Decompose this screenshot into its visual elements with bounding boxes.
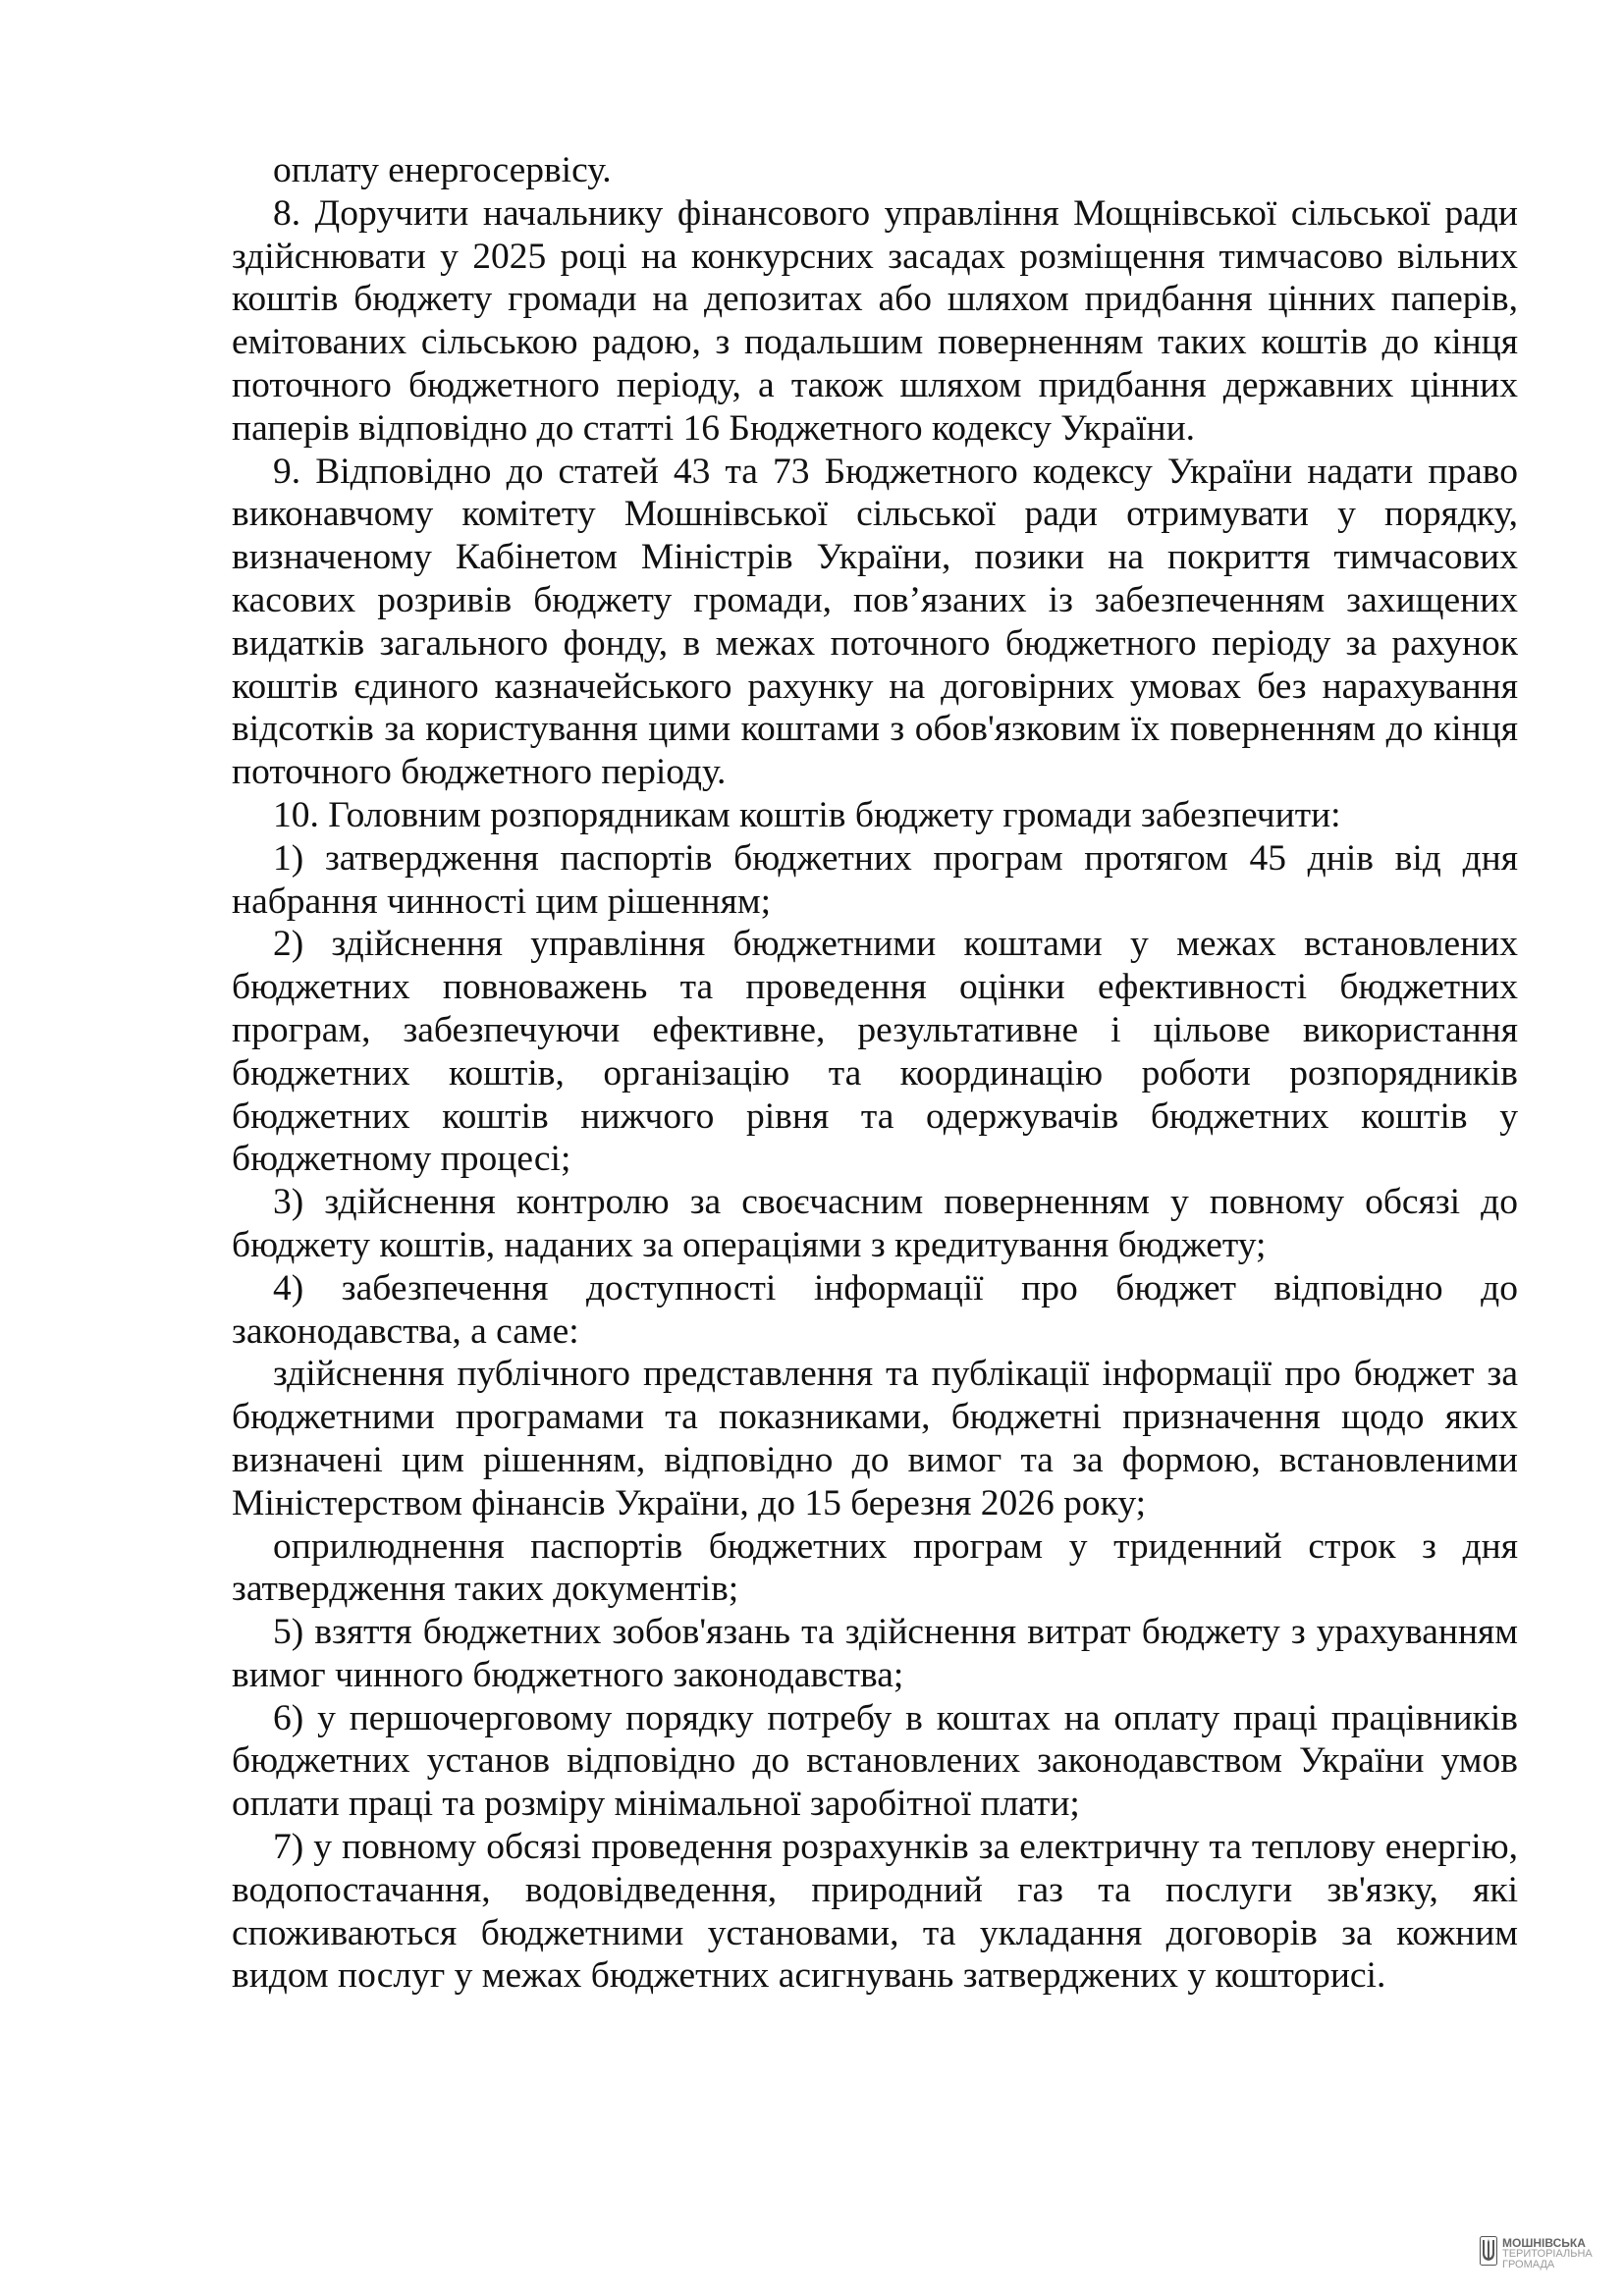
community-logo — [1480, 2236, 1593, 2269]
subitem-2: 2) здійснення управління бюджетними коштами у межах встановлених бюджетних повноважень та проведення оцінки ефективності бюджетних програм, забезпечуючи ефективне, результативне і цільове використання бюджетних коштів, організацію та координацію роботи розпорядників бюджетних коштів нижчого рівня та одержувачів бюджетних коштів у бюджетному процесі; — [232, 924, 1518, 1180]
subitem-5: 5) взяття бюджетних зобов'язань та здійснення витрат бюджету з урахуванням вимог чинного бюджетного законодавства; — [232, 1612, 1518, 1695]
subitem-7: 7) у повному обсязі проведення розрахунків за електричну та теплову енергію, водопостачання, водовідведення, природний газ та послуги зв'язку, які споживаються бюджетними установами, та укладання договорів за кожним видом послуг у межах бюджетних асигнувань затверджених у кошторисі. — [232, 1827, 1518, 1997]
paragraph-continuation: оплату енергосервісу. — [273, 150, 612, 190]
paragraph-item-10: 10. Головним розпорядникам коштів бюджету громади забезпечити: — [273, 794, 1341, 835]
subitem-3: 3) здійснення контролю за своєчасним поверненням у повному обсязі до бюджету коштів, наданих за операціями з кредитування бюджету; — [232, 1182, 1518, 1265]
document-body — [232, 149, 1518, 1998]
logo-line-3: ГРОМАДА — [1502, 2258, 1555, 2270]
logo-line-2: ТЕРИТОРІАЛЬНА — [1502, 2248, 1593, 2260]
subitem-4: 4) забезпечення доступності інформації про бюджет відповідно до законодавства, а саме: — [232, 1267, 1518, 1352]
subitem-1: 1) затвердження паспортів бюджетних програм протягом 45 днів від дня набрання чинності цим рішенням; — [232, 837, 1518, 922]
subitem-4-public-presentation: здійснення публічного представлення та публікації інформації про бюджет за бюджетними програмами та показниками, бюджетні призначення щодо яких визначені цим рішенням, відповідно до вимог та за формою, встановленими Міністерством фінансів України, до 15 березня 2026 року; — [232, 1354, 1518, 1523]
subitem-6: 6) у першочерговому порядку потребу в коштах на оплату праці працівників бюджетних установ відповідно до встановлених законодавством України умов оплати праці та розміру мінімальної заробітної плати; — [232, 1697, 1518, 1825]
subitem-4-passport-publication: оприлюднення паспортів бюджетних програм у триденний строк з дня затвердження таких документів; — [232, 1525, 1518, 1610]
paragraph-item-8: 8. Доручити начальнику фінансового управління Мощнівської сільської ради здійснювати у 2025 році на конкурсних засадах розміщення тимчасово вільних коштів бюджету громади на депозитах або шляхом придбання цінних паперів, емітованих сільською радою, з подальшим поверненням таких коштів до кінця поточного бюджетного періоду, а також шляхом придбання державних цінних паперів відповідно до статті 16 Бюджетного кодексу України. — [232, 192, 1518, 449]
logo-line-1: МОШНІВСЬКА — [1502, 2236, 1586, 2250]
trident-icon — [1480, 2236, 1497, 2266]
paragraph-item-9: 9. Відповідно до статей 43 та 73 Бюджетного кодексу України надати право виконавчому комітету Мошнівської сільської ради отримувати у порядку, визначеному Кабінетом Міністрів України, позики на покриття тимчасових касових розривів бюджету громади, пов’язаних із забезпеченням захищених видатків загального фонду, в межах поточного бюджетного періоду за рахунок коштів єдиного казначейського рахунку на договірних умовах без нарахування відсотків за користування цими коштами з обов'язковим їх поверненням до кінця поточного бюджетного періоду. — [232, 451, 1518, 793]
